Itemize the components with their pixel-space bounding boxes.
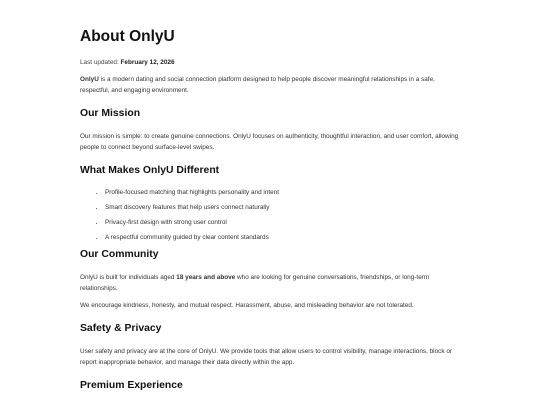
last-updated bbox=[80, 58, 466, 67]
intro-text: is a modern dating and social connection platform designed to help people discover meaningful relationships in a safe, respectful, and engaging environment. bbox=[80, 76, 435, 94]
mission-section bbox=[80, 107, 466, 153]
community-text-post: who are looking for genuine conversations, friendships, or long-term relationships. bbox=[80, 274, 430, 292]
list-item: • Privacy-first design with strong user control bbox=[105, 218, 466, 227]
safety-heading: Safety & Privacy bbox=[80, 323, 162, 334]
last-updated-label: Last updated: bbox=[80, 59, 119, 66]
features-list bbox=[80, 188, 466, 242]
community-heading: Our Community bbox=[80, 249, 159, 260]
list-item: • A respectful community guided by clear content standards bbox=[105, 233, 466, 242]
different-heading: What Makes OnlyU Different bbox=[80, 165, 220, 176]
mission-text: Our mission is simple: to create genuine connections. OnlyU focuses on authenticity, thoughtful interaction, and user comfort, allowing people to connect beyond surface-level swipes. bbox=[80, 133, 459, 151]
community-age: 18 years and above bbox=[176, 274, 236, 281]
safety-text: User safety and privacy are at the core of OnlyU. We provide tools that allow users to control visibility, manage interactions, block or report inappropriate behavior, and manage their data directly within the app. bbox=[80, 348, 453, 366]
list-item: • Profile-focused matching that highlights personality and intent bbox=[105, 188, 466, 197]
page-title: About OnlyU bbox=[80, 28, 175, 45]
community-text-pre: OnlyU is built for individuals aged bbox=[80, 274, 177, 281]
different-section bbox=[80, 164, 466, 242]
community-values: We encourage kindness, honesty, and mutual respect. Harassment, abuse, and misleading behavior are not tolerated. bbox=[80, 302, 414, 309]
list-item: • Smart discovery features that help users connect naturally bbox=[105, 203, 466, 212]
premium-heading: Premium Experience bbox=[80, 380, 183, 391]
premium-section bbox=[80, 379, 466, 393]
community-section bbox=[80, 248, 466, 311]
intro-brand: OnlyU bbox=[80, 76, 99, 83]
mission-heading: Our Mission bbox=[80, 108, 141, 119]
last-updated-date: February 12, 2026 bbox=[120, 59, 175, 66]
community-text bbox=[80, 272, 466, 294]
intro-paragraph bbox=[80, 74, 466, 96]
article bbox=[80, 26, 466, 393]
safety-section bbox=[80, 322, 466, 368]
